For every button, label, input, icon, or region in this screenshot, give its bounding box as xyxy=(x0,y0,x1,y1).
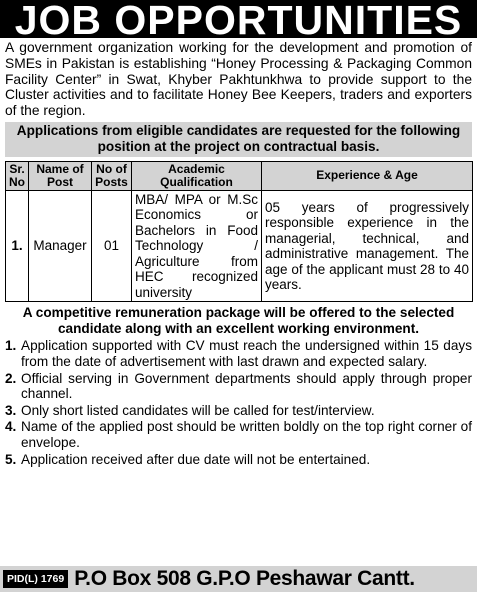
list-item-number: 5. xyxy=(5,451,17,467)
list-item-number: 3. xyxy=(5,402,17,418)
header-experience-age: Experience & Age xyxy=(262,161,473,190)
list-item-text: Only short listed candidates will be called for test/interview. xyxy=(21,402,375,418)
header-name-of-post: Name of Post xyxy=(29,161,92,190)
header-academic-qualification: Academic Qualification xyxy=(132,161,262,190)
remuneration-offer: A competitive remuneration package will be offered to the selected candidate along with an excellent working environment. xyxy=(22,305,455,336)
list-item xyxy=(5,419,472,450)
table-header-row xyxy=(6,161,473,190)
positions-table xyxy=(5,161,473,303)
cell-sr-no: 1. xyxy=(6,190,29,302)
list-item xyxy=(5,371,472,402)
footer-bar xyxy=(0,566,477,592)
cell-no-of-posts: 01 xyxy=(92,190,132,302)
application-banner: Applications from eligible candidates are requested for the following position at the project on contractual basis. xyxy=(5,122,472,157)
list-item-number: 2. xyxy=(5,370,17,386)
cell-qualification: MBA/ MPA or M.Sc Economics or Bachelors in Food Technology / Agriculture from HEC recognized university xyxy=(132,190,262,302)
list-item-text: Application received after due date will not be entertained. xyxy=(21,451,371,467)
cell-post-name: Manager xyxy=(29,190,92,302)
header-sr-no: Sr. No xyxy=(6,161,29,190)
list-item xyxy=(5,338,472,369)
instructions-list xyxy=(5,338,472,467)
table-row xyxy=(6,190,473,302)
intro-paragraph: A government organization working for the development and promotion of SMEs in Pakistan is establishing “Honey Processing & Packaging Common Facility Center” in Swat, Khyber Pakhtunkhwa to provide support to the Cluster activities and to facilitate Honey Bee Keepers, traders and exporters of the region. xyxy=(5,40,472,119)
list-item-number: 1. xyxy=(5,338,17,354)
list-item-text: Official serving in Government departments should apply through proper channel. xyxy=(21,370,472,402)
postal-address: P.O Box 508 G.P.O Peshawar Cantt. xyxy=(74,567,415,590)
list-item xyxy=(5,452,472,468)
list-item-text: Name of the applied post should be written boldly on the top right corner of envelope. xyxy=(21,419,472,451)
ad-title: JOB OPPORTUNITIES xyxy=(0,0,477,38)
list-item-number: 4. xyxy=(5,419,17,435)
cell-experience-age: 05 years of progressively responsible experience in the managerial, technical, and administrative management. The age of the applicant must 28 to 40 years. xyxy=(262,190,473,302)
header-no-of-posts: No of Posts xyxy=(92,161,132,190)
list-item-text: Application supported with CV must reach the undersigned within 15 days from the date of advertisement with last drawn and expected salary. xyxy=(21,338,472,370)
pid-badge: PID(L) 1769 xyxy=(3,570,68,588)
list-item xyxy=(5,403,472,419)
